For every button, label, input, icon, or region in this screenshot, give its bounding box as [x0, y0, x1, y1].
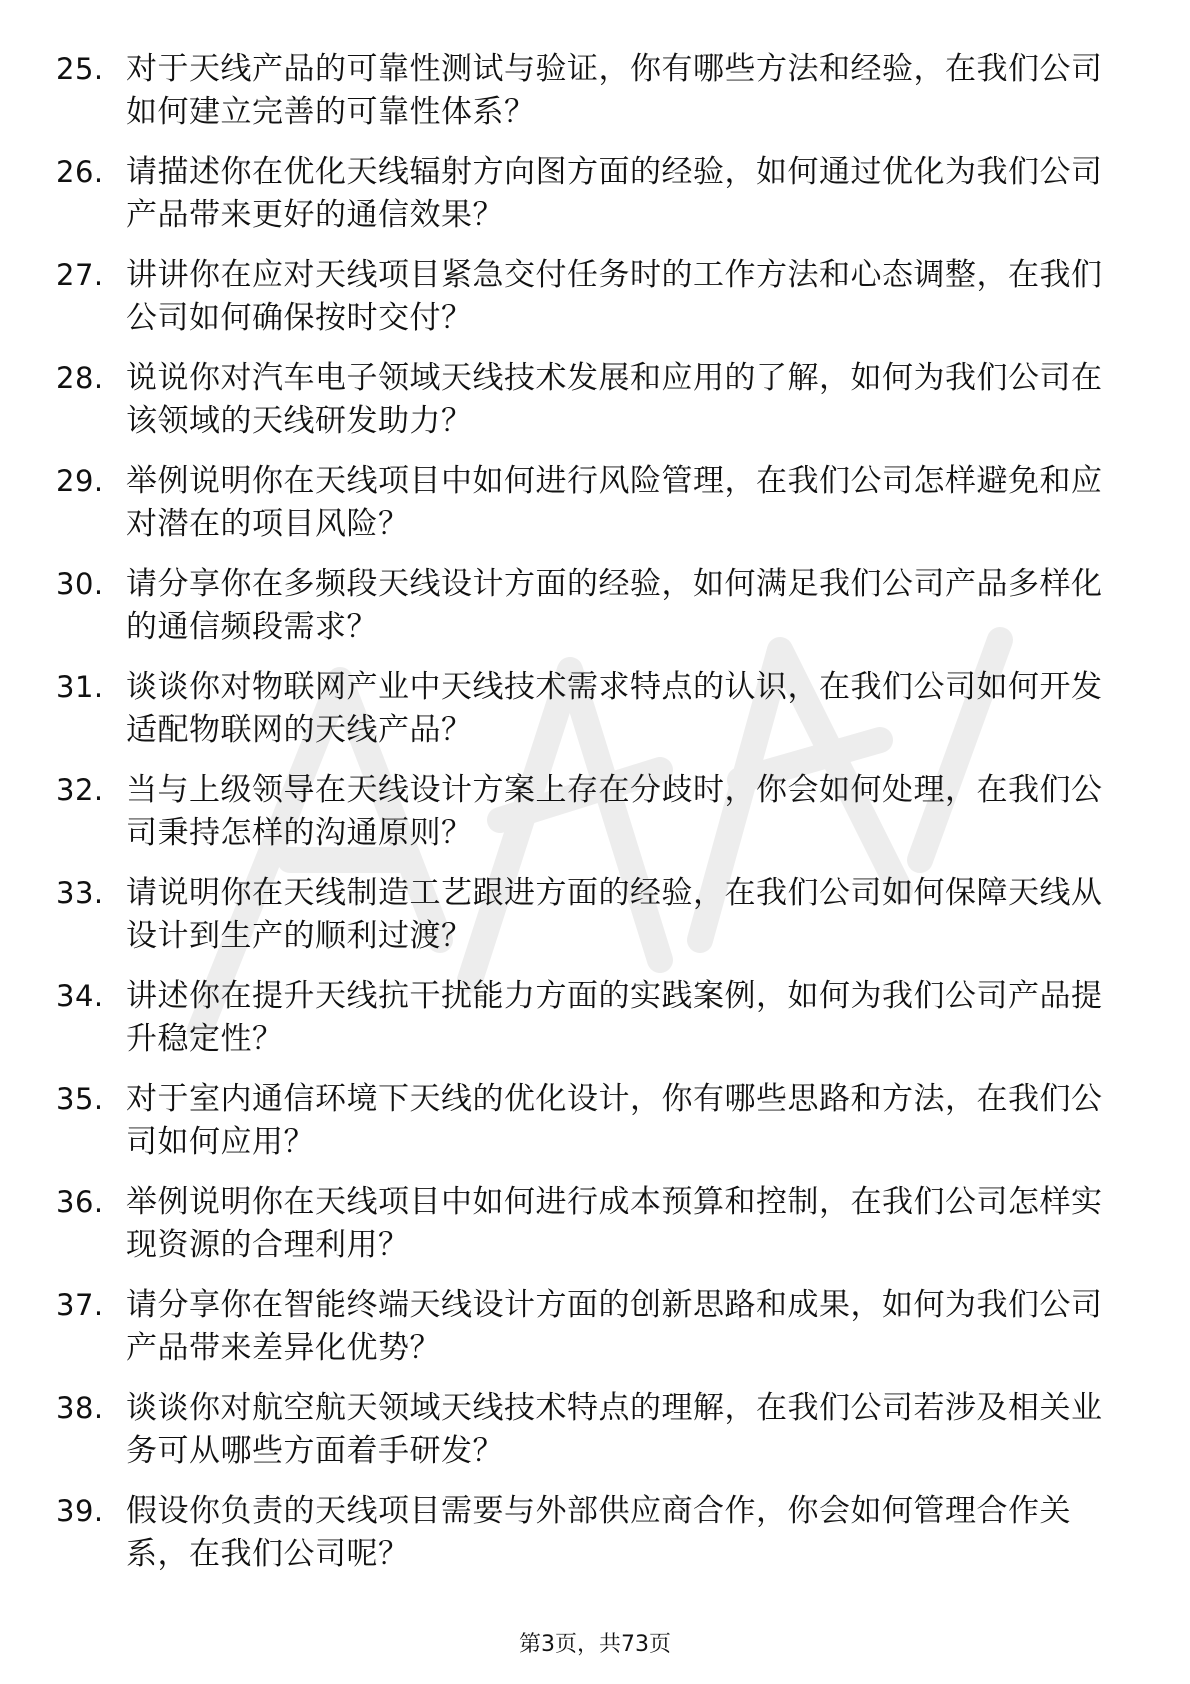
question-text: 谈谈你对物联网产业中天线技术需求特点的认识，在我们公司如何开发适配物联网的天线产品？: [126, 669, 1103, 748]
question-item: [56, 872, 1106, 975]
question-number: 30.: [56, 567, 104, 601]
question-text: 请分享你在智能终端天线设计方面的创新思路和成果，如何为我们公司产品带来差异化优势？: [126, 1287, 1103, 1366]
question-number: 38.: [56, 1391, 104, 1425]
question-text: 对于天线产品的可靠性测试与验证，你有哪些方法和经验，在我们公司如何建立完善的可靠性体系？: [126, 51, 1103, 130]
question-text: 讲讲你在应对天线项目紧急交付任务时的工作方法和心态调整，在我们公司如何确保按时交付？: [126, 257, 1103, 336]
question-item: [56, 48, 1106, 151]
question-number: 35.: [56, 1082, 104, 1116]
question-number: 33.: [56, 876, 104, 910]
question-number: 26.: [56, 155, 104, 189]
question-item: [56, 254, 1106, 357]
question-number: 37.: [56, 1288, 104, 1322]
question-item: [56, 769, 1106, 872]
question-text: 讲述你在提升天线抗干扰能力方面的实践案例，如何为我们公司产品提升稳定性？: [126, 978, 1103, 1057]
question-item: [56, 1181, 1106, 1284]
question-item: [56, 666, 1106, 769]
question-item: [56, 563, 1106, 666]
question-item: [56, 975, 1106, 1078]
question-number: 29.: [56, 464, 104, 498]
question-text: 说说你对汽车电子领域天线技术发展和应用的了解，如何为我们公司在该领域的天线研发助力？: [126, 360, 1103, 439]
question-list: [56, 48, 1106, 1593]
question-text: 举例说明你在天线项目中如何进行成本预算和控制，在我们公司怎样实现资源的合理利用？: [126, 1184, 1103, 1263]
question-number: 27.: [56, 258, 104, 292]
question-number: 25.: [56, 52, 104, 86]
question-text: 请分享你在多频段天线设计方面的经验，如何满足我们公司产品多样化的通信频段需求？: [126, 566, 1103, 645]
page-indicator: 第3页，共73页: [519, 1632, 671, 1657]
question-number: 32.: [56, 773, 104, 807]
question-number: 34.: [56, 979, 104, 1013]
question-text: 谈谈你对航空航天领域天线技术特点的理解，在我们公司若涉及相关业务可从哪些方面着手研发？: [126, 1390, 1103, 1469]
question-number: 31.: [56, 670, 104, 704]
question-text: 假设你负责的天线项目需要与外部供应商合作，你会如何管理合作关系，在我们公司呢？: [126, 1493, 1071, 1572]
question-item: [56, 1490, 1106, 1593]
question-item: [56, 151, 1106, 254]
question-item: [56, 1078, 1106, 1181]
question-text: 举例说明你在天线项目中如何进行风险管理，在我们公司怎样避免和应对潜在的项目风险？: [126, 463, 1103, 542]
question-item: [56, 357, 1106, 460]
question-number: 36.: [56, 1185, 104, 1219]
question-text: 请说明你在天线制造工艺跟进方面的经验，在我们公司如何保障天线从设计到生产的顺利过渡？: [126, 875, 1103, 954]
question-item: [56, 1284, 1106, 1387]
question-text: 当与上级领导在天线设计方案上存在分歧时，你会如何处理，在我们公司秉持怎样的沟通原则？: [126, 772, 1103, 851]
question-number: 39.: [56, 1494, 104, 1528]
question-item: [56, 460, 1106, 563]
question-item: [56, 1387, 1106, 1490]
question-text: 请描述你在优化天线辐射方向图方面的经验，如何通过优化为我们公司产品带来更好的通信效果？: [126, 154, 1103, 233]
question-number: 28.: [56, 361, 104, 395]
question-text: 对于室内通信环境下天线的优化设计，你有哪些思路和方法，在我们公司如何应用？: [126, 1081, 1103, 1160]
